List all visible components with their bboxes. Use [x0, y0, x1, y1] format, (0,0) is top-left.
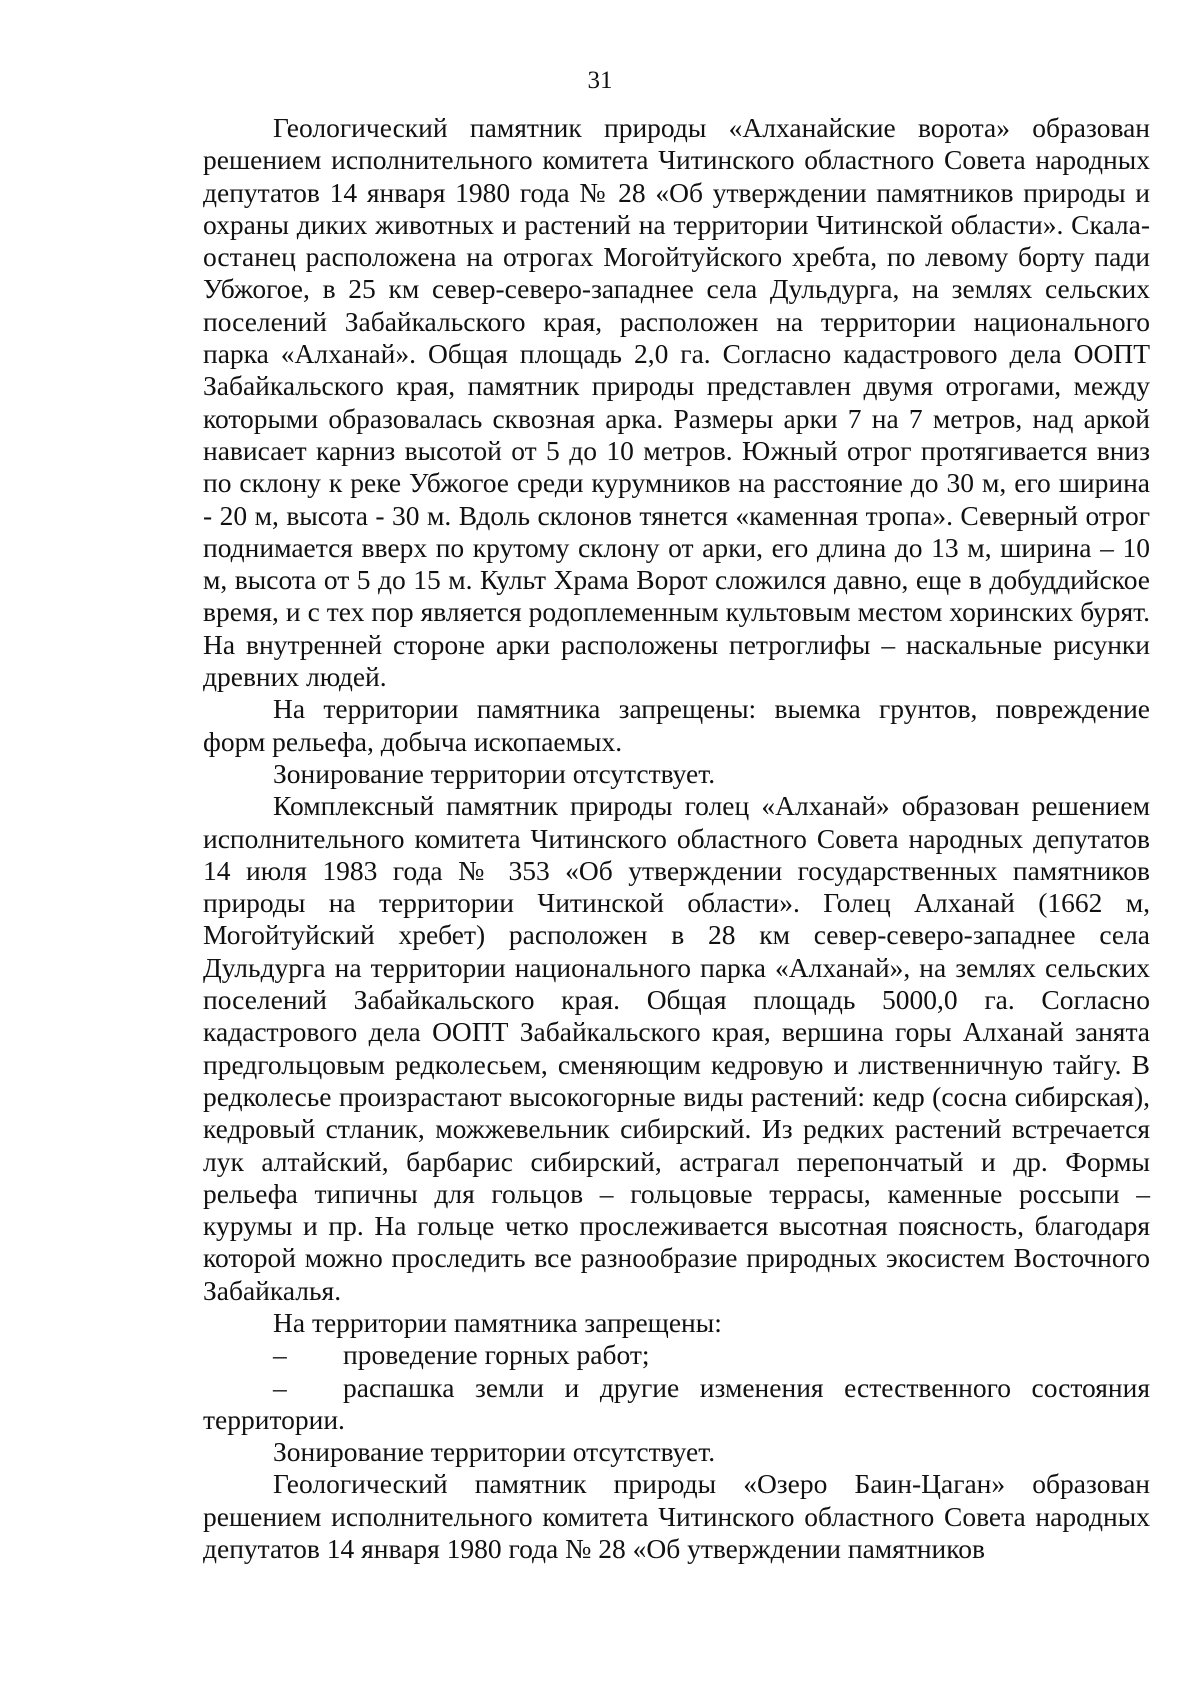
page-number: 31 — [587, 67, 613, 94]
paragraph-bain-tsagan-lake: Геологический памятник природы «Озеро Баин-Цаган» образован решением исполнительного комитета Читинского областного Совета народных депутатов 14 января 1980 года № 28 «Об утверждении памятников — [203, 1468, 1150, 1565]
paragraph-alkhanai-peak: Комплексный памятник природы голец «Алханай» образован решением исполнительного комитета Читинского областного Совета народных депутатов 14 июля 1983 года № 353 «Об утверждении государственных памятников природы на территории Читинской области». Голец Алханай (1662 м, Могойтуйский хребет) расположен в 28 км север-северо-западнее села Дульдурга на территории национального парка «Алханай», на землях сельских поселений Забайкальского края. Общая площадь 5000,0 га. Согласно кадастрового дела ООПТ Забайкальского края, вершина горы Алханай занята предгольцовым редколесьем, сменяющим кедровую и лиственничную тайгу. В редколесье произрастают высокогорные виды растений: кедр (сосна сибирская), кедровый стланик, можжевельник сибирский. Из редких растений встречается лук алтайский, барбарис сибирский, астрагал перепончатый и др. Формы рельефа типичны для гольцов – гольцовые террасы, каменные россыпи – курумы и пр. На гольце четко прослеживается высотная поясность, благодаря которой можно проследить все разнообразие природных экосистем Восточного Забайкалья. — [203, 790, 1150, 1306]
paragraph-peak-restrictions-intro: На территории памятника запрещены: — [273, 1306, 722, 1338]
list-item-text: распашка земли и другие изменения естественного состояния территории. — [203, 1371, 1150, 1435]
paragraph-peak-zoning: Зонирование территории отсутствует. — [273, 1436, 716, 1468]
paragraph-gates-zoning: Зонирование территории отсутствует. — [273, 757, 716, 789]
list-item-mining — [203, 1339, 1150, 1371]
document-body — [203, 112, 1150, 1565]
list-dash: – — [273, 1339, 287, 1371]
list-dash: – — [273, 1371, 287, 1403]
paragraph-alkhanai-gates: Геологический памятник природы «Алханайские ворота» образован решением исполнительного комитета Читинского областного Совета народных депутатов 14 января 1980 года № 28 «Об утверждении памятников природы и охраны диких животных и растений на территории Читинской области». Скала-останец расположена на отрогах Могойтуйского хребта, по левому борту пади Убжогое, в 25 км север-северо-западнее села Дульдурга, на землях сельских поселений Забайкальского края, расположен на территории национального парка «Алханай». Общая площадь 2,0 га. Согласно кадастрового дела ООПТ Забайкальского края, памятник природы представлен двумя отрогами, между которыми образовалась сквозная арка. Размеры арки 7 на 7 метров, над аркой нависает карниз высотой от 5 до 10 метров. Южный отрог протягивается вниз по склону к реке Убжогое среди курумников на расстояние до 30 м, его ширина - 20 м, высота - 30 м. Вдоль склонов тянется «каменная тропа». Северный отрог поднимается вверх по крутому склону от арки, его длина до 13 м, ширина – 10 м, высота от 5 до 15 м. Культ Храма Ворот сложился давно, еще в добуддийское время, и с тех пор является родоплеменным культовым местом хоринских бурят. На внутренней стороне арки расположены петроглифы – наскальные рисунки древних людей. — [203, 112, 1150, 693]
paragraph-gates-restrictions: На территории памятника запрещены: выемка грунтов, повреждение форм рельефа, добыча ископаемых. — [203, 693, 1150, 757]
list-item-text: проведение горных работ; — [343, 1339, 650, 1371]
list-item-plowing — [203, 1372, 1150, 1437]
